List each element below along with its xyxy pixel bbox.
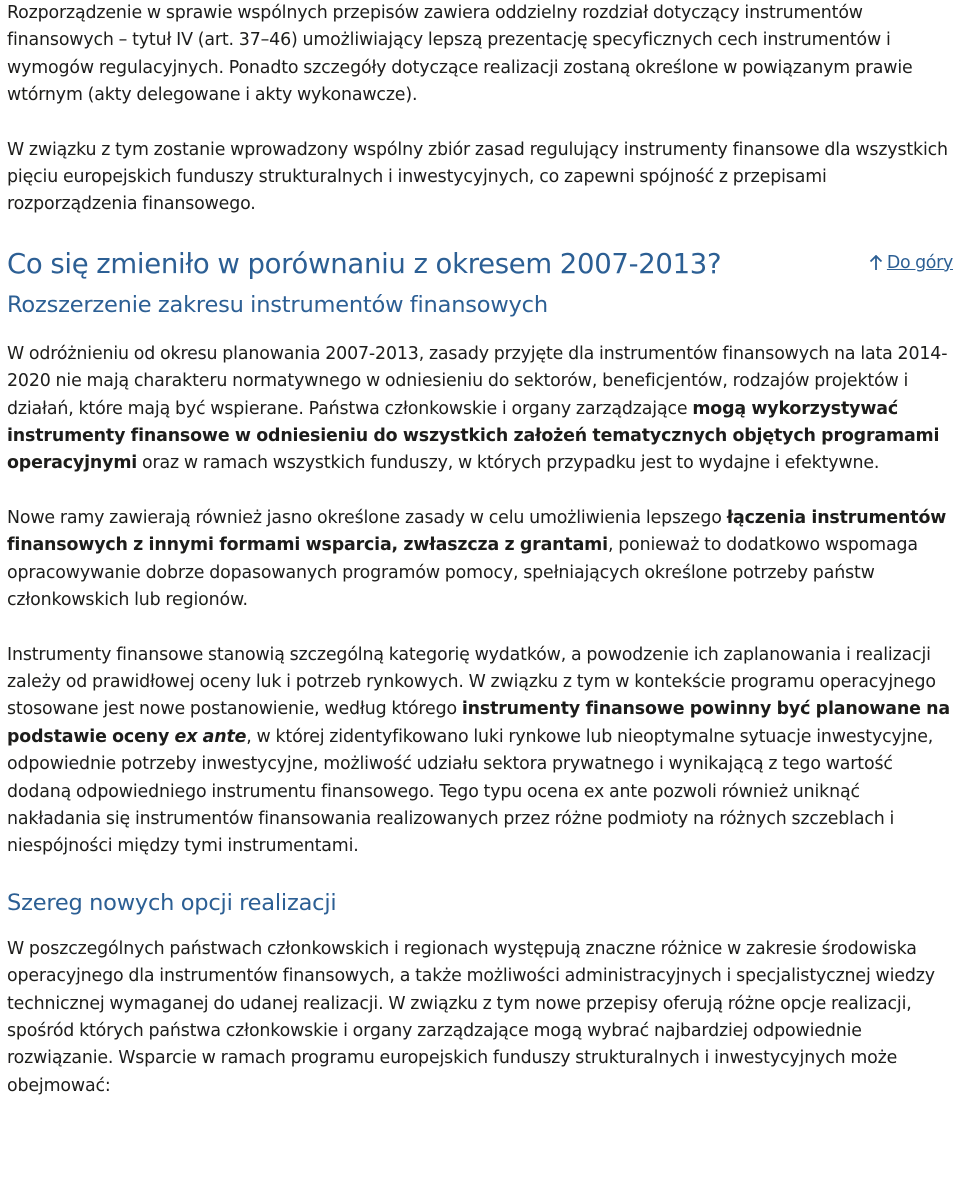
section-title: Co się zmieniło w porównaniu z okresem 2007-2013? [7,247,722,280]
italic-run: ex ante [174,726,247,747]
text-run: , w której zidentyfikowano luki rynkowe lub nieoptymalne sytuacje inwestycyjne, odpowiednie potrzeby inwestycyjne, możliwość udziału sektora prywatnego i wynikającą z tego wartość dodaną odpowiedniego instrumentu finansowego. Tego typu ocena ex ante pozwoli również uniknąć nakładania się instrumentów finansowania realizowanych przez różne podmioty na różnych szczeblach i niespójności między tymi instrumentami. [7,726,934,857]
arrow-up-icon [869,255,883,271]
paragraph-combining [7,505,953,615]
bold-run: mogą wykorzystywać instrumenty finansowe w odniesieniu do wszystkich założeń tematycznych objętych programami operacyjnymi [7,398,940,474]
paragraph-extension [7,341,953,478]
text-run: oraz w ramach wszystkich funduszy, w których przypadku jest to wydajne i efektywne. [137,453,880,474]
section-heading-wrapper [7,246,953,290]
intro-paragraph-2: W związku z tym zostanie wprowadzony wspólny zbiór zasad regulujący instrumenty finansowe dla wszystkich pięciu europejskich funduszy strukturalnych i inwestycyjnych, co zapewni spójność z przepisami rozporządzenia finansowego. [7,139,948,215]
subheading-options: Szereg nowych opcji realizacji [7,889,337,916]
text-run: , ponieważ to dodatkowo wspomaga opracowywanie dobrze dopasowanych programów pomocy, spełniających określone potrzeby państw członkowskich lub regionów. [7,535,918,611]
bold-run: łączenia instrumentów finansowych z innymi formami wsparcia, zwłaszcza z grantami [7,507,947,556]
bold-italic-run [175,727,247,747]
paragraph-ex-ante [7,642,953,861]
back-to-top-label: Do góry [886,252,953,273]
text-run: Instrumenty finansowe stanowią szczególną kategorię wydatków, a powodzenie ich zaplanowania i realizacji zależy od prawidłowej oceny luk i potrzeb rynkowych. W związku z tym w kontekście programu operacyjnego stosowane jest nowe postanowienie, według którego [7,644,936,720]
intro-paragraph-1: Rozporządzenie w sprawie wspólnych przepisów zawiera oddzielny rozdział dotyczący instrumentów finansowych – tytuł IV (art. 37–46) umożliwiający lepszą prezentację specyficznych cech instrumentów i wymogów regulacyjnych. Ponadto szczegóły dotyczące realizacji zostaną określone w powiązanym prawie wtórnym (akty delegowane i akty wykonawcze). [7,3,913,106]
subheading-extension: Rozszerzenie zakresu instrumentów finansowych [7,291,548,318]
back-to-top-link[interactable] [869,250,953,277]
paragraph-options: W poszczególnych państwach członkowskich i regionach występują znaczne różnice w zakresie środowiska operacyjnego dla instrumentów finansowych, a także możliwości administracyjnych i specjalistycznej wiedzy technicznej wymaganej do udanej realizacji. W związku z tym nowe przepisy oferują różne opcje realizacji, spośród których państwa członkowskie i organy zarządzające mogą wybrać najbardziej odpowiednie rozwiązanie. Wsparcie w ramach programu europejskich funduszy strukturalnych i inwestycyjnych może obejmować: [7,938,935,1096]
text-run: W odróżnieniu od okresu planowania 2007-2013, zasady przyjęte dla instrumentów finansowych na lata 2014-2020 nie mają charakteru normatywnego w odniesieniu do sektorów, beneficjentów, rodzajów projektów i działań, które mają być wspierane. Państwa członkowskie i organy zarządzające [7,343,948,419]
text-run: Nowe ramy zawierają również jasno określone zasady w celu umożliwienia lepszego [7,507,727,528]
bold-run: instrumenty finansowe powinny być planowane na podstawie oceny [7,699,950,747]
